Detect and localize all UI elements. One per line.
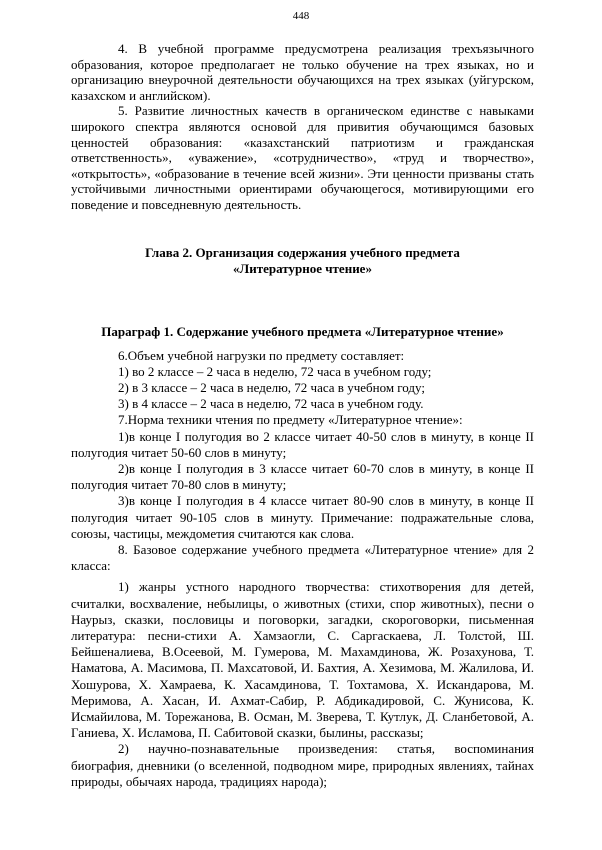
load-line: 6.Объем учебной нагрузки по предмету составляет: — [118, 347, 405, 363]
page-number: 448 — [292, 10, 310, 22]
chapter-title-line-1: Глава 2. Организация содержания учебного предмета — [145, 244, 460, 260]
reading-norm-item: 1)в конце I полугодия во 2 классе читает 40-50 слов в минуту, в конце II полугодия читает 50-60 слов в минуту; — [71, 428, 534, 460]
paragraph-title: Параграф 1. Содержание учебного предмета «Литературное чтение» — [101, 323, 504, 339]
reading-norm-item: 2)в конце I полугодия в 3 классе читает 60-70 слов в минуту, в конце II полугодия читает 70-80 слов в минуту; — [71, 460, 534, 493]
document-body — [71, 41, 534, 790]
section8-item: 2) научно-познавательные произведения: статья, воспоминания биография, дневники (о вселенной, подводном мире, природных явлениях, тайнах природы, обычаях народа, традициях народа); — [71, 741, 534, 789]
section8-intro: 8. Базовое содержание учебного предмета «Литературное чтение» для 2 класса: — [71, 541, 534, 574]
section8-item: 1) жанры устного народного творчества: стихотворения для детей, считалки, восхваление, небылицы, о животных (стихи, спор животных), песни о Наурыз, сказки, пословицы и поговорки, загадки, скороговорки, письменная литература: песни-стихи А. Хамзаогли, С. Саргаскаева, Л. Толстой, Ш. Бейшеналиева, В.Осеевой, М. Гумерова, М. Махамдинова, Ж. Розахунова, Т. Наматова, А. Масимова, П. Махсатовой, И. Бахтия, А. Хезимова, М. Жалилова, И. Хошурова, Х. Хамраева, К. Хасамдинова, Т. Тохтамова, Х. Искандарова, М. Меримова, А. Хасан, И. Ахмат-Сабир, Р. Абдикадировой, С. Жунисова, К. Исмайилова, М. Торежанова, В. Осман, М. Зверева, Т. Кутлук, Д. Сланбетовой, А. Ганиева, Х. Исламова, П. Сабитовой сказки, былины, рассказы; — [71, 579, 534, 741]
load-line: 3) в 4 классе – 2 часа в неделю, 72 часа в учебном году. — [118, 396, 424, 412]
intro-paragraph-5: 5. Развитие личностных качеств в органическом единстве с навыками широкого спектра являются основой для привития обучающимся базовых ценностей образования: «казахстанский патриотизм и гражданская ответственность», «уважение», «сотрудничество», «труд и творчество», «открытость», «образование в течение всей жизни». Эти ценности призваны стать устойчивыми личностными ориентирами обучающегося, мотивирующими его поведение и повседневную деятельность. — [71, 103, 534, 212]
load-line: 7.Норма техники чтения по предмету «Литературное чтение»: — [118, 412, 463, 428]
load-line: 2) в 3 классе – 2 часа в неделю, 72 часа в учебном году; — [118, 379, 425, 395]
chapter-title-line-2: «Литературное чтение» — [233, 260, 372, 276]
chapter-title — [71, 245, 534, 277]
intro-paragraph-4: 4. В учебной программе предусмотрена реализация трехъязычного образования, которое предполагает не только обучение на трех языках, но и организацию внеурочной деятельности обучающихся на трех языках (уйгурском, казахском и английском). — [71, 41, 534, 103]
load-line: 1) во 2 классе – 2 часа в неделю, 72 часа в учебном году; — [118, 363, 432, 379]
load-section — [71, 348, 534, 790]
reading-norm-item: 3)в конце I полугодия в 4 классе читает 80-90 слов в минуту, в конце II полугодия читает 90-105 слов в минуту. Примечание: подражательные слова, союзы, частицы, междометия считаются как слова. — [71, 493, 534, 541]
